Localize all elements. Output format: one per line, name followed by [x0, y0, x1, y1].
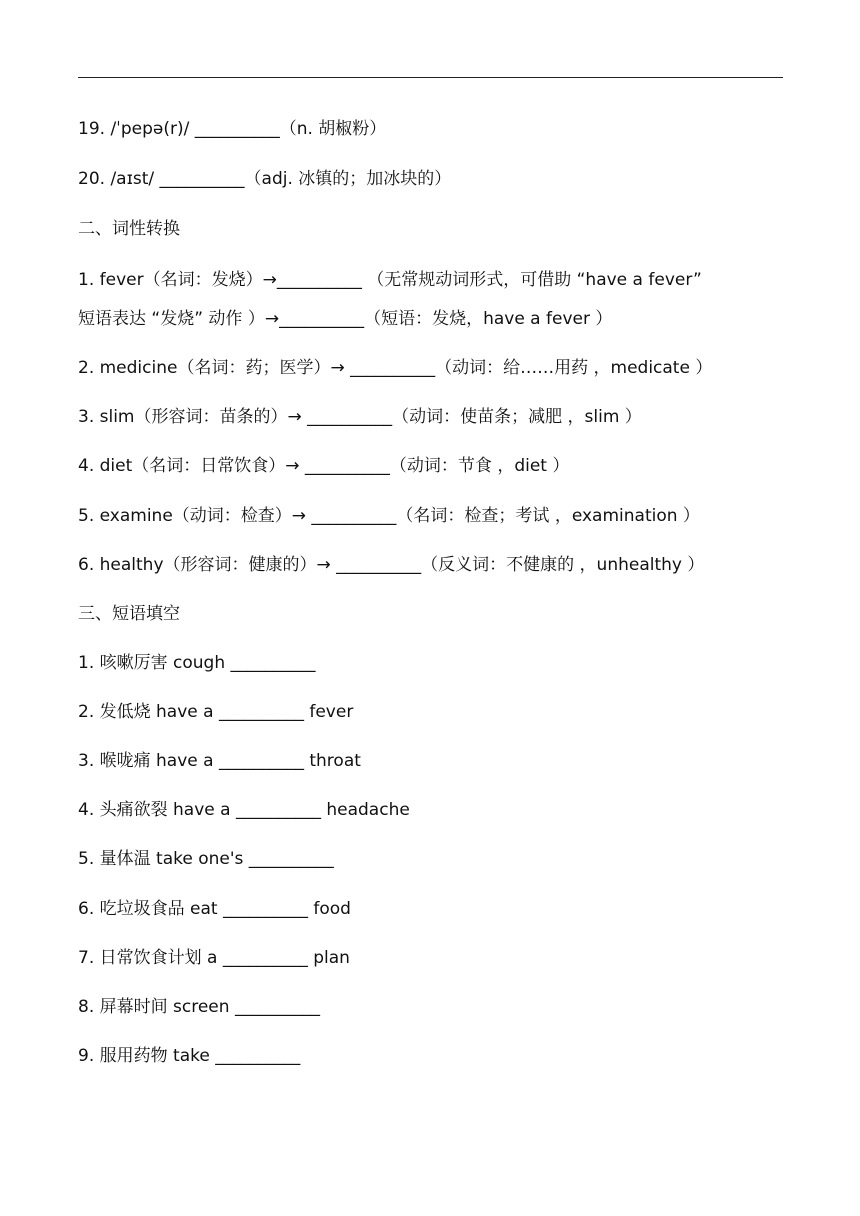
vocab-item-20: 20. /aɪst/ __________（adj. 冰镇的；加冰块的）: [78, 169, 452, 189]
phrase-item: 6. 吃垃圾食品 eat __________ food: [78, 899, 351, 919]
vocab-item-19: 19. /ˈpepə(r)/ __________（n. 胡椒粉）: [78, 119, 387, 139]
phrase-item: 8. 屏幕时间 screen __________: [78, 997, 320, 1017]
word-form-item-4: 4. diet（名词：日常饮食）→ __________（动词：节食 ，diet ）: [78, 456, 570, 476]
phrase-item: 2. 发低烧 have a __________ fever: [78, 702, 354, 722]
word-form-item-5: 5. examine（动词：检查）→ __________（名词：检查；考试 ，examination ）: [78, 506, 700, 526]
section-heading-phrases: 三、短语填空: [78, 604, 180, 624]
phrase-item: 7. 日常饮食计划 a __________ plan: [78, 948, 350, 968]
phrase-item: 9. 服用药物 take __________: [78, 1046, 301, 1066]
phrase-item: 3. 喉咙痛 have a __________ throat: [78, 751, 361, 771]
phrase-item: 4. 头痛欲裂 have a __________ headache: [78, 800, 410, 820]
word-form-item-6: 6. healthy（形容词：健康的）→ __________（反义词：不健康的 ，unhealthy ）: [78, 555, 705, 575]
section-heading-word-forms: 二、词性转换: [78, 219, 180, 239]
phrase-item: 1. 咳嗽厉害 cough __________: [78, 653, 316, 673]
word-form-item-2: 2. medicine（名词：药；医学）→ __________（动词：给……用药 ，medicate ）: [78, 358, 713, 378]
word-form-item-1-line-1: 1. fever（名词：发烧）→__________ （无常规动词形式，可借助 “have a fever”: [78, 270, 702, 290]
header-rule: [78, 77, 783, 78]
word-form-item-3: 3. slim（形容词：苗条的）→ __________（动词：使苗条；减肥 ，slim ）: [78, 407, 642, 427]
phrase-item: 5. 量体温 take one's __________: [78, 849, 334, 869]
word-form-item-1-line-2: 短语表达 “发烧” 动作 ）→__________（短语：发烧，have a fever ）: [78, 309, 613, 329]
